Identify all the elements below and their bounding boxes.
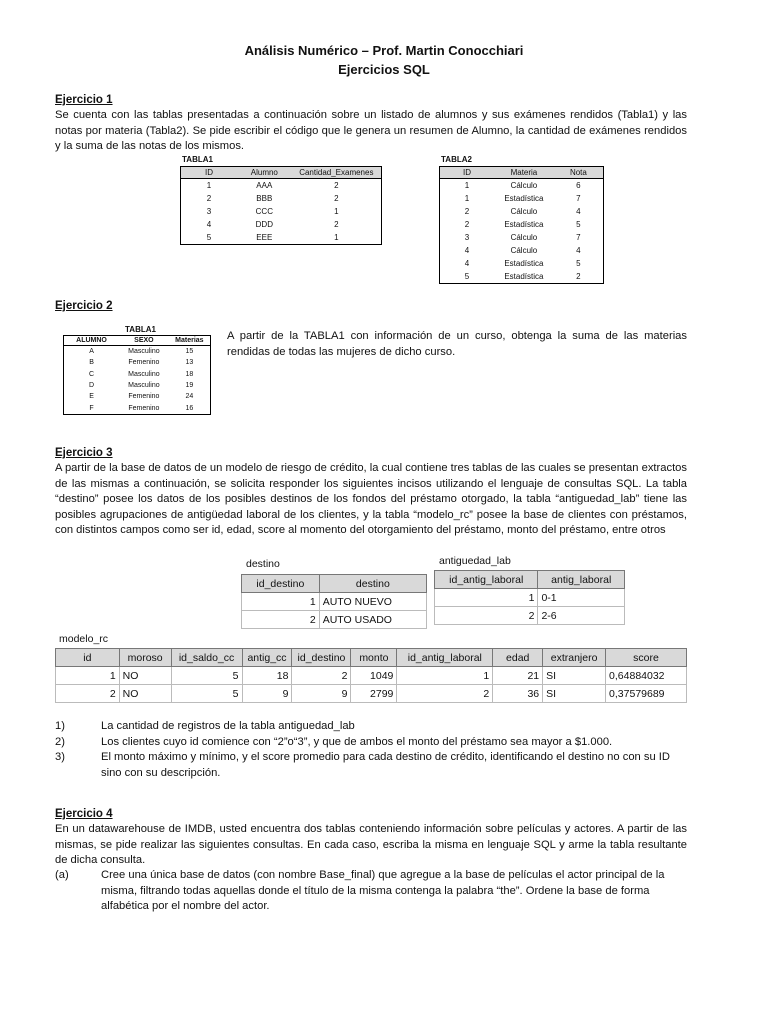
table-cell: 9 (292, 685, 351, 703)
table-row (64, 346, 211, 358)
column-header: id_destino (242, 575, 320, 593)
table-cell: 2-6 (538, 607, 625, 625)
table-row (440, 244, 604, 257)
table-cell: 21 (493, 667, 543, 685)
ej3-heading: Ejercicio 3 (55, 447, 113, 459)
list-item (55, 735, 687, 751)
list-item (55, 719, 687, 735)
column-header: Nota (554, 167, 604, 179)
table-cell: 4 (576, 246, 581, 255)
table-cell: 2 (464, 220, 470, 229)
ej4-text: En un datawarehouse de IMDB, usted encuentra dos tablas conteniendo información sobre películas y actores. A partir de las mismas, se pide realizar las siguientes consultas. En cada caso, escriba la misma en lenguaje SQL y arme la tabla resultante de dicha consulta. (55, 823, 687, 866)
list-item-text: El monto máximo y mínimo, y el score promedio para cada destino de crédito, identificando el destino no con su ID sino con su descripción. (101, 751, 670, 779)
table-cell: 2 (397, 685, 493, 703)
list-item (55, 750, 687, 781)
table-cell: 5 (171, 685, 242, 703)
table-cell: 2 (435, 607, 538, 625)
column-header: moroso (119, 649, 171, 667)
destino-label: destino (246, 558, 280, 570)
table-row (64, 402, 211, 414)
table-cell: DDD (255, 220, 273, 229)
column-header: antig_cc (242, 649, 292, 667)
table-cell: AUTO NUEVO (319, 593, 426, 611)
table-cell: B (89, 359, 94, 367)
table-cell: 0-1 (538, 589, 625, 607)
column-header: Materia (494, 167, 554, 179)
list-item-text: Cree una única base de datos (con nombre Base_final) que agregue a la base de películas el actor principal de la misma, filtrando todas aquellas donde el título de la misma contenga la palabra “the”. Ordene la base de forma alfabética por el nombre del actor. (101, 869, 665, 912)
table-row (181, 218, 382, 231)
table-row (181, 231, 382, 245)
table-cell: Estadística (504, 220, 544, 229)
table-cell: 2 (334, 181, 339, 190)
table-cell: SI (543, 685, 606, 703)
list-item-number: 3) (55, 751, 65, 763)
table-cell: Cálculo (510, 233, 538, 242)
table-cell: 1 (56, 667, 120, 685)
table-cell: 36 (493, 685, 543, 703)
table-cell: 4 (576, 207, 581, 216)
table-row (181, 192, 382, 205)
table-cell: 2 (334, 194, 339, 203)
document-title: Análisis Numérico – Prof. Martin Conocchiari (244, 43, 524, 58)
table-cell: 6 (576, 181, 581, 190)
column-header: extranjero (543, 649, 606, 667)
table-row (56, 667, 687, 685)
table-row (440, 270, 604, 284)
column-header: ID (181, 167, 237, 179)
table-cell: Masculino (128, 348, 160, 356)
table-row (440, 179, 604, 193)
table-cell: 24 (185, 393, 194, 401)
table-cell: CCC (255, 207, 273, 216)
table-cell: Masculino (128, 382, 160, 390)
table-cell: 15 (185, 348, 194, 356)
list-item-number: (a) (55, 869, 69, 881)
table-cell: 0,37579689 (606, 685, 687, 703)
table-row (440, 257, 604, 270)
table-cell: 1 (464, 194, 470, 203)
table-cell: Cálculo (510, 181, 538, 190)
table-cell: 1 (242, 593, 320, 611)
table-cell: 4 (206, 220, 212, 229)
table-row (440, 192, 604, 205)
column-header: id (56, 649, 120, 667)
ej2-tabla (63, 335, 211, 415)
list-item (55, 868, 687, 915)
ej2-heading: Ejercicio 2 (55, 300, 113, 312)
ej1-tabla1-label: TABLA1 (182, 155, 213, 164)
ej1-tabla1 (180, 166, 382, 245)
table-row (242, 593, 427, 611)
table-cell: SI (543, 667, 606, 685)
table-row (64, 391, 211, 402)
table-cell: 5 (464, 272, 470, 281)
table-row (64, 357, 211, 368)
column-header: score (606, 649, 687, 667)
table-cell: 5 (171, 667, 242, 685)
table-row (242, 611, 427, 629)
ej3-list (55, 719, 687, 781)
table-row (181, 179, 382, 193)
table-cell: Cálculo (510, 207, 538, 216)
table-cell: 2 (334, 220, 339, 229)
table-cell: 2 (576, 272, 581, 281)
table-cell: E (89, 393, 94, 401)
table-cell: 4 (464, 246, 470, 255)
list-item-number: 1) (55, 720, 65, 732)
column-header: id_saldo_cc (171, 649, 242, 667)
table-cell: 5 (206, 233, 212, 242)
ej1-text: Se cuenta con las tablas presentadas a continuación sobre un listado de alumnos y sus exámenes rendidos (Tabla1) y las notas por materia (Tabla2). Se pide escribir el código que le genera un resumen de Alumno, la cantidad de exámenes rendidos y la suma de las notas de los mismos. (55, 109, 687, 152)
table-cell: 2799 (351, 685, 397, 703)
table-cell: Femenino (128, 404, 160, 412)
table-row (64, 369, 211, 380)
table-cell: AUTO USADO (319, 611, 426, 629)
table-cell: 18 (242, 667, 292, 685)
destino-table (241, 574, 427, 629)
table-cell: AAA (256, 181, 273, 190)
ej4-list (55, 868, 687, 915)
ej1-heading: Ejercicio 1 (55, 94, 113, 106)
antiguedad-table (434, 570, 625, 625)
ej1-tabla2-label: TABLA2 (441, 155, 472, 164)
document-subtitle: Ejercicios SQL (338, 62, 430, 77)
table-cell: Estadística (504, 272, 544, 281)
table-cell: 1 (206, 181, 212, 190)
table-cell: NO (119, 667, 171, 685)
column-header: antig_laboral (538, 571, 625, 589)
list-item-text: Los clientes cuyo id comience con “2”o“3”, y que de ambos el monto del préstamo sea mayor a $1.000. (101, 735, 613, 748)
table-cell: 4 (464, 259, 470, 268)
table-cell: Estadística (504, 259, 544, 268)
table-row (440, 231, 604, 244)
modelo-label: modelo_rc (59, 633, 109, 645)
table-cell: 1 (435, 589, 538, 607)
column-header: id_antig_laboral (435, 571, 538, 589)
table-row (435, 607, 625, 625)
table-row (181, 205, 382, 218)
table-cell: 0,64884032 (606, 667, 687, 685)
ej3-text: A partir de la base de datos de un modelo de riesgo de crédito, la cual contiene tres tablas de las cuales se presentan extractos de las mismas a continuación, se solicita responder los siguientes incisos utilizando el lenguaje de consultas SQL. La tabla “destino” posee los datos de los posibles destinos de los fondos del préstamo otorgado, la tabla “antiguedad_lab” tiene las posibles agrupaciones de antigüedad laboral de los clientes, y la tabla “modelo_rc” posee la base de clientes con préstamos, con distintos campos como ser id, edad, score al momento del otorgamiento del préstamo, monto del préstamo, entre otros (55, 462, 687, 536)
list-item-number: 2) (55, 735, 65, 748)
column-header: SEXO (119, 336, 169, 346)
table-row (440, 218, 604, 231)
table-cell: Masculino (128, 370, 160, 378)
table-cell: Estadística (504, 194, 544, 203)
table-cell: EEE (256, 233, 273, 242)
ej2-text: A partir de la TABLA1 con información de un curso, obtenga la suma de las materias rendidas de todas las mujeres de dicho curso. (227, 330, 687, 358)
table-row (56, 685, 687, 703)
table-cell: 7 (576, 194, 581, 203)
table-cell: Cálculo (510, 246, 538, 255)
column-header: id_destino (292, 649, 351, 667)
table-cell: 1 (334, 207, 339, 216)
table-cell: Femenino (128, 393, 160, 401)
column-header: edad (493, 649, 543, 667)
table-cell: 18 (185, 370, 194, 378)
table-row (440, 205, 604, 218)
ej1-tabla2 (439, 166, 604, 284)
table-cell: NO (119, 685, 171, 703)
table-cell: 3 (464, 233, 470, 242)
table-cell: 9 (242, 685, 292, 703)
modelo-table (55, 648, 687, 703)
antiguedad-label: antiguedad_lab (439, 555, 511, 567)
table-cell: 2 (292, 667, 351, 685)
table-cell: 2 (242, 611, 320, 629)
table-row (435, 589, 625, 607)
column-header: Alumno (237, 167, 292, 179)
column-header: id_antig_laboral (397, 649, 493, 667)
table-cell: D (88, 382, 95, 390)
column-header: ALUMNO (64, 336, 120, 346)
table-row (64, 380, 211, 391)
list-item-text: La cantidad de registros de la tabla antiguedad_lab (101, 720, 355, 732)
table-cell: 19 (185, 382, 194, 390)
table-cell: 7 (576, 233, 581, 242)
ej4-heading: Ejercicio 4 (55, 808, 113, 820)
table-cell: BBB (256, 194, 273, 203)
column-header: Cantidad_Examenes (292, 167, 382, 179)
table-cell: Femenino (128, 359, 160, 367)
table-cell: A (89, 348, 94, 356)
table-cell: 13 (185, 359, 194, 367)
table-cell: 1 (397, 667, 493, 685)
table-cell: 16 (185, 404, 194, 412)
table-cell: 2 (464, 207, 470, 216)
table-cell: 2 (56, 685, 120, 703)
table-cell: 5 (576, 259, 581, 268)
ej2-tabla-label: TABLA1 (125, 325, 156, 334)
table-cell: 1049 (351, 667, 397, 685)
table-cell: 5 (576, 220, 581, 229)
column-header: monto (351, 649, 397, 667)
table-cell: F (89, 404, 94, 412)
table-cell: 2 (206, 194, 212, 203)
column-header: Materias (169, 336, 211, 346)
table-cell: 1 (464, 181, 470, 190)
table-cell: C (88, 370, 95, 378)
table-cell: 3 (206, 207, 212, 216)
column-header: ID (440, 167, 495, 179)
column-header: destino (319, 575, 426, 593)
table-cell: 1 (334, 233, 339, 242)
